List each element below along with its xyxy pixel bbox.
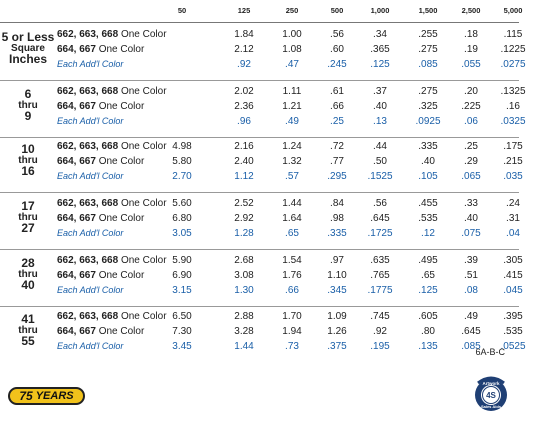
page-code: 6A-B-C [475,347,505,357]
price-cell: 2.88 [234,311,254,322]
price-cell: .04 [506,228,520,239]
column-header: 500 [330,6,344,15]
size-range-connector: Square [11,43,45,54]
price-cell: 1.70 [282,311,302,322]
price-cell: .25 [464,141,478,152]
size-range-connector: thru [18,269,38,280]
price-cell: .0525 [500,341,526,352]
price-cell: 1.94 [282,326,302,337]
size-range-end: 40 [21,278,35,292]
row-label-text: One Color [98,213,145,224]
price-cell: .1525 [367,171,393,182]
product-codes: 664, 667 [57,44,96,55]
price-cell: .135 [418,341,438,352]
group-divider [0,192,519,193]
price-cell: 1.28 [234,228,254,239]
row-label-text: One Color [98,101,145,112]
one-color-label [57,270,144,281]
price-cell: 5.90 [172,255,192,266]
price-cell: 4.98 [172,141,192,152]
row-label-text: Each Add'l Color [57,285,124,295]
one-color-label [57,29,167,40]
column-header: 1,500 [418,6,438,15]
price-cell: .51 [464,270,478,281]
price-cell: .305 [503,255,523,266]
price-cell: 2.02 [234,86,254,97]
row-label-text: One Color [120,255,167,266]
group-divider [0,306,519,307]
price-cell: 6.50 [172,311,192,322]
price-cell: .125 [418,285,438,296]
price-cell: .085 [461,341,481,352]
size-range-label [0,144,56,177]
product-codes: 662, 663, 668 [57,141,119,152]
price-cell: 2.52 [234,198,254,209]
size-range-label [0,32,56,65]
column-header: 50 [177,6,187,15]
price-cell: 6.80 [172,213,192,224]
price-cell: .84 [330,198,344,209]
price-cell: .77 [330,156,344,167]
price-cell: .66 [285,285,299,296]
header-divider [0,22,519,23]
size-range-label [0,201,56,234]
price-cell: 2.92 [234,213,254,224]
price-cell: .34 [373,29,387,40]
artwork-seal-icon [474,375,508,413]
price-cell: .605 [418,311,438,322]
price-cell: .0325 [500,116,526,127]
size-range-end: 16 [21,164,35,178]
one-color-label [57,255,167,266]
row-label-text: Each Add'l Color [57,59,124,69]
price-cell: 2.16 [234,141,254,152]
price-cell: 7.30 [172,326,192,337]
price-cell: .20 [464,86,478,97]
price-cell: .1725 [367,228,393,239]
row-label-text: Each Add'l Color [57,171,124,181]
price-cell: .19 [464,44,478,55]
price-cell: 3.08 [234,270,254,281]
group-divider [0,249,519,250]
price-cell: .24 [506,198,520,209]
price-cell: .495 [418,255,438,266]
product-codes: 662, 663, 668 [57,198,119,209]
price-cell: .39 [464,255,478,266]
price-cell: 1.08 [282,44,302,55]
row-label-text: One Color [120,141,167,152]
quantity-group [0,252,523,307]
price-cell: .275 [418,86,438,97]
size-range-end: Inches [8,52,47,66]
row-label-text: One Color [120,198,167,209]
price-cell: .65 [285,228,299,239]
price-cell: .80 [421,326,435,337]
price-cell: 3.15 [172,285,192,296]
additional-color-label [57,59,123,69]
price-cell: 1.24 [282,141,302,152]
price-cell: 3.05 [172,228,192,239]
price-cell: .44 [373,141,387,152]
row-label-text: One Color [98,44,145,55]
product-codes: 664, 667 [57,101,96,112]
price-cell: .29 [464,156,478,167]
price-cell: 1.10 [327,270,347,281]
quantity-group [0,308,526,363]
price-cell: 2.40 [234,156,254,167]
quantity-group [0,195,519,250]
price-cell: 3.45 [172,341,192,352]
price-cell: 2.70 [172,171,192,182]
price-cell: .57 [285,171,299,182]
price-cell: .215 [503,156,523,167]
one-color-label [57,156,144,167]
row-label-text: Each Add'l Color [57,116,124,126]
column-header: 1,000 [370,6,390,15]
price-cell: .395 [503,311,523,322]
price-cell: .1325 [500,86,526,97]
price-cell: .98 [330,213,344,224]
product-codes: 662, 663, 668 [57,311,119,322]
price-cell: .40 [464,213,478,224]
row-label-text: Each Add'l Color [57,228,124,238]
price-cell: .49 [464,311,478,322]
price-cell: .275 [418,44,438,55]
price-cell: .08 [464,285,478,296]
price-cell: 2.68 [234,255,254,266]
price-cell: .645 [370,213,390,224]
column-header: 5,000 [503,6,523,15]
price-cell: .075 [461,228,481,239]
one-color-label [57,141,167,152]
price-cell: .765 [370,270,390,281]
row-label-text: One Color [98,270,145,281]
price-cell: .645 [461,326,481,337]
one-color-label [57,44,144,55]
badge-text: YEARS [35,390,74,402]
price-cell: .33 [464,198,478,209]
size-range-start: 5 or Less [1,30,55,44]
price-cell: 5.60 [172,198,192,209]
column-header: 2,500 [461,6,481,15]
quantity-group [0,138,523,193]
price-cell: 1.54 [282,255,302,266]
additional-color-label [57,285,123,295]
row-label-text: One Color [98,326,145,337]
size-range-connector: thru [18,212,38,223]
price-cell: .1775 [367,285,393,296]
size-range-end: 55 [21,334,35,348]
price-cell: 1.76 [282,270,302,281]
price-cell: 1.30 [234,285,254,296]
additional-color-label [57,228,123,238]
price-cell: .92 [237,59,251,70]
price-cell: 3.28 [234,326,254,337]
price-cell: .12 [421,228,435,239]
price-cell: .535 [503,326,523,337]
price-cell: .96 [237,116,251,127]
price-cell: 2.36 [234,101,254,112]
price-cell: .56 [373,198,387,209]
one-color-label [57,213,144,224]
size-range-label [0,258,56,291]
size-range-end: 27 [21,221,35,235]
price-cell: .335 [418,141,438,152]
size-range-connector: thru [18,100,38,111]
quantity-group [0,26,526,81]
price-cell: .415 [503,270,523,281]
one-color-label [57,198,167,209]
product-codes: 664, 667 [57,156,96,167]
price-cell: .49 [285,116,299,127]
price-cell: 5.80 [172,156,192,167]
price-cell: 1.44 [234,341,254,352]
price-cell: .0275 [500,59,526,70]
price-cell: .195 [370,341,390,352]
price-cell: .47 [285,59,299,70]
row-label-text: One Color [120,311,167,322]
additional-color-label [57,171,123,181]
badge-number: 75 [19,389,33,403]
price-cell: 1.12 [234,171,254,182]
price-cell: 1.11 [282,86,302,97]
price-cell: 2.12 [234,44,254,55]
additional-color-label [57,116,123,126]
price-cell: .325 [418,101,438,112]
price-cell: .175 [503,141,523,152]
price-cell: .06 [464,116,478,127]
product-codes: 662, 663, 668 [57,29,119,40]
seal-bottom-text: Sales Aids [480,404,502,409]
size-range-end: 9 [24,109,32,123]
group-divider [0,80,519,81]
seal-number: 4S [486,391,496,400]
price-cell: .105 [418,171,438,182]
price-cell: .375 [327,341,347,352]
one-color-label [57,326,144,337]
price-cell: 1.32 [282,156,302,167]
row-label-text: One Color [120,29,167,40]
price-cell: .065 [461,171,481,182]
product-codes: 664, 667 [57,270,96,281]
price-cell: .25 [330,116,344,127]
size-range-connector: thru [18,155,38,166]
price-cell: .50 [373,156,387,167]
product-codes: 662, 663, 668 [57,255,119,266]
price-cell: .66 [330,101,344,112]
price-cell: .1225 [500,44,526,55]
price-cell: 1.84 [234,29,254,40]
quantity-group [0,83,526,138]
price-cell: 1.00 [282,29,302,40]
price-cell: .31 [506,213,520,224]
price-cell: 1.26 [327,326,347,337]
row-label-text: One Color [98,156,145,167]
size-range-start: 41 [21,312,35,326]
price-cell: .345 [327,285,347,296]
size-range-start: 10 [21,142,35,156]
price-cell: .085 [418,59,438,70]
price-cell: .56 [330,29,344,40]
row-label-text: One Color [120,86,167,97]
price-cell: .045 [503,285,523,296]
price-cell: .40 [373,101,387,112]
size-range-label [0,314,56,347]
size-range-start: 28 [21,256,35,270]
price-cell: .335 [327,228,347,239]
size-range-start: 6 [24,87,32,101]
price-cell: .455 [418,198,438,209]
size-range-label [0,89,56,122]
price-cell: .37 [373,86,387,97]
price-cell: .635 [370,255,390,266]
column-header: 250 [285,6,299,15]
price-cell: 1.21 [282,101,302,112]
price-cell: .40 [421,156,435,167]
price-cell: 1.64 [282,213,302,224]
one-color-label [57,86,167,97]
price-cell: .72 [330,141,344,152]
price-cell: .16 [506,101,520,112]
price-cell: .73 [285,341,299,352]
price-cell: .245 [327,59,347,70]
price-cell: .92 [373,326,387,337]
one-color-label [57,311,167,322]
row-label-text: Each Add'l Color [57,341,124,351]
price-cell: .295 [327,171,347,182]
product-codes: 664, 667 [57,213,96,224]
size-range-connector: thru [18,325,38,336]
price-cell: .365 [370,44,390,55]
price-cell: .225 [461,101,481,112]
price-cell: 6.90 [172,270,192,281]
price-cell: .115 [503,29,523,40]
price-cell: .255 [418,29,438,40]
price-cell: .745 [370,311,390,322]
column-header: 125 [237,6,251,15]
price-cell: .65 [421,270,435,281]
seal-top-text: Artwork [482,381,500,386]
size-range-start: 17 [21,199,35,213]
price-cell: .18 [464,29,478,40]
price-cell: .0925 [415,116,441,127]
price-cell: 1.44 [282,198,302,209]
price-cell: .125 [370,59,390,70]
price-cell: .13 [373,116,387,127]
price-cell: .035 [503,171,523,182]
anniversary-badge [8,387,85,405]
additional-color-label [57,341,123,351]
product-codes: 662, 663, 668 [57,86,119,97]
price-cell: .97 [330,255,344,266]
one-color-label [57,101,144,112]
price-cell: .535 [418,213,438,224]
price-cell: .60 [330,44,344,55]
price-cell: .055 [461,59,481,70]
price-cell: 1.09 [327,311,347,322]
product-codes: 664, 667 [57,326,96,337]
price-cell: .61 [330,86,344,97]
